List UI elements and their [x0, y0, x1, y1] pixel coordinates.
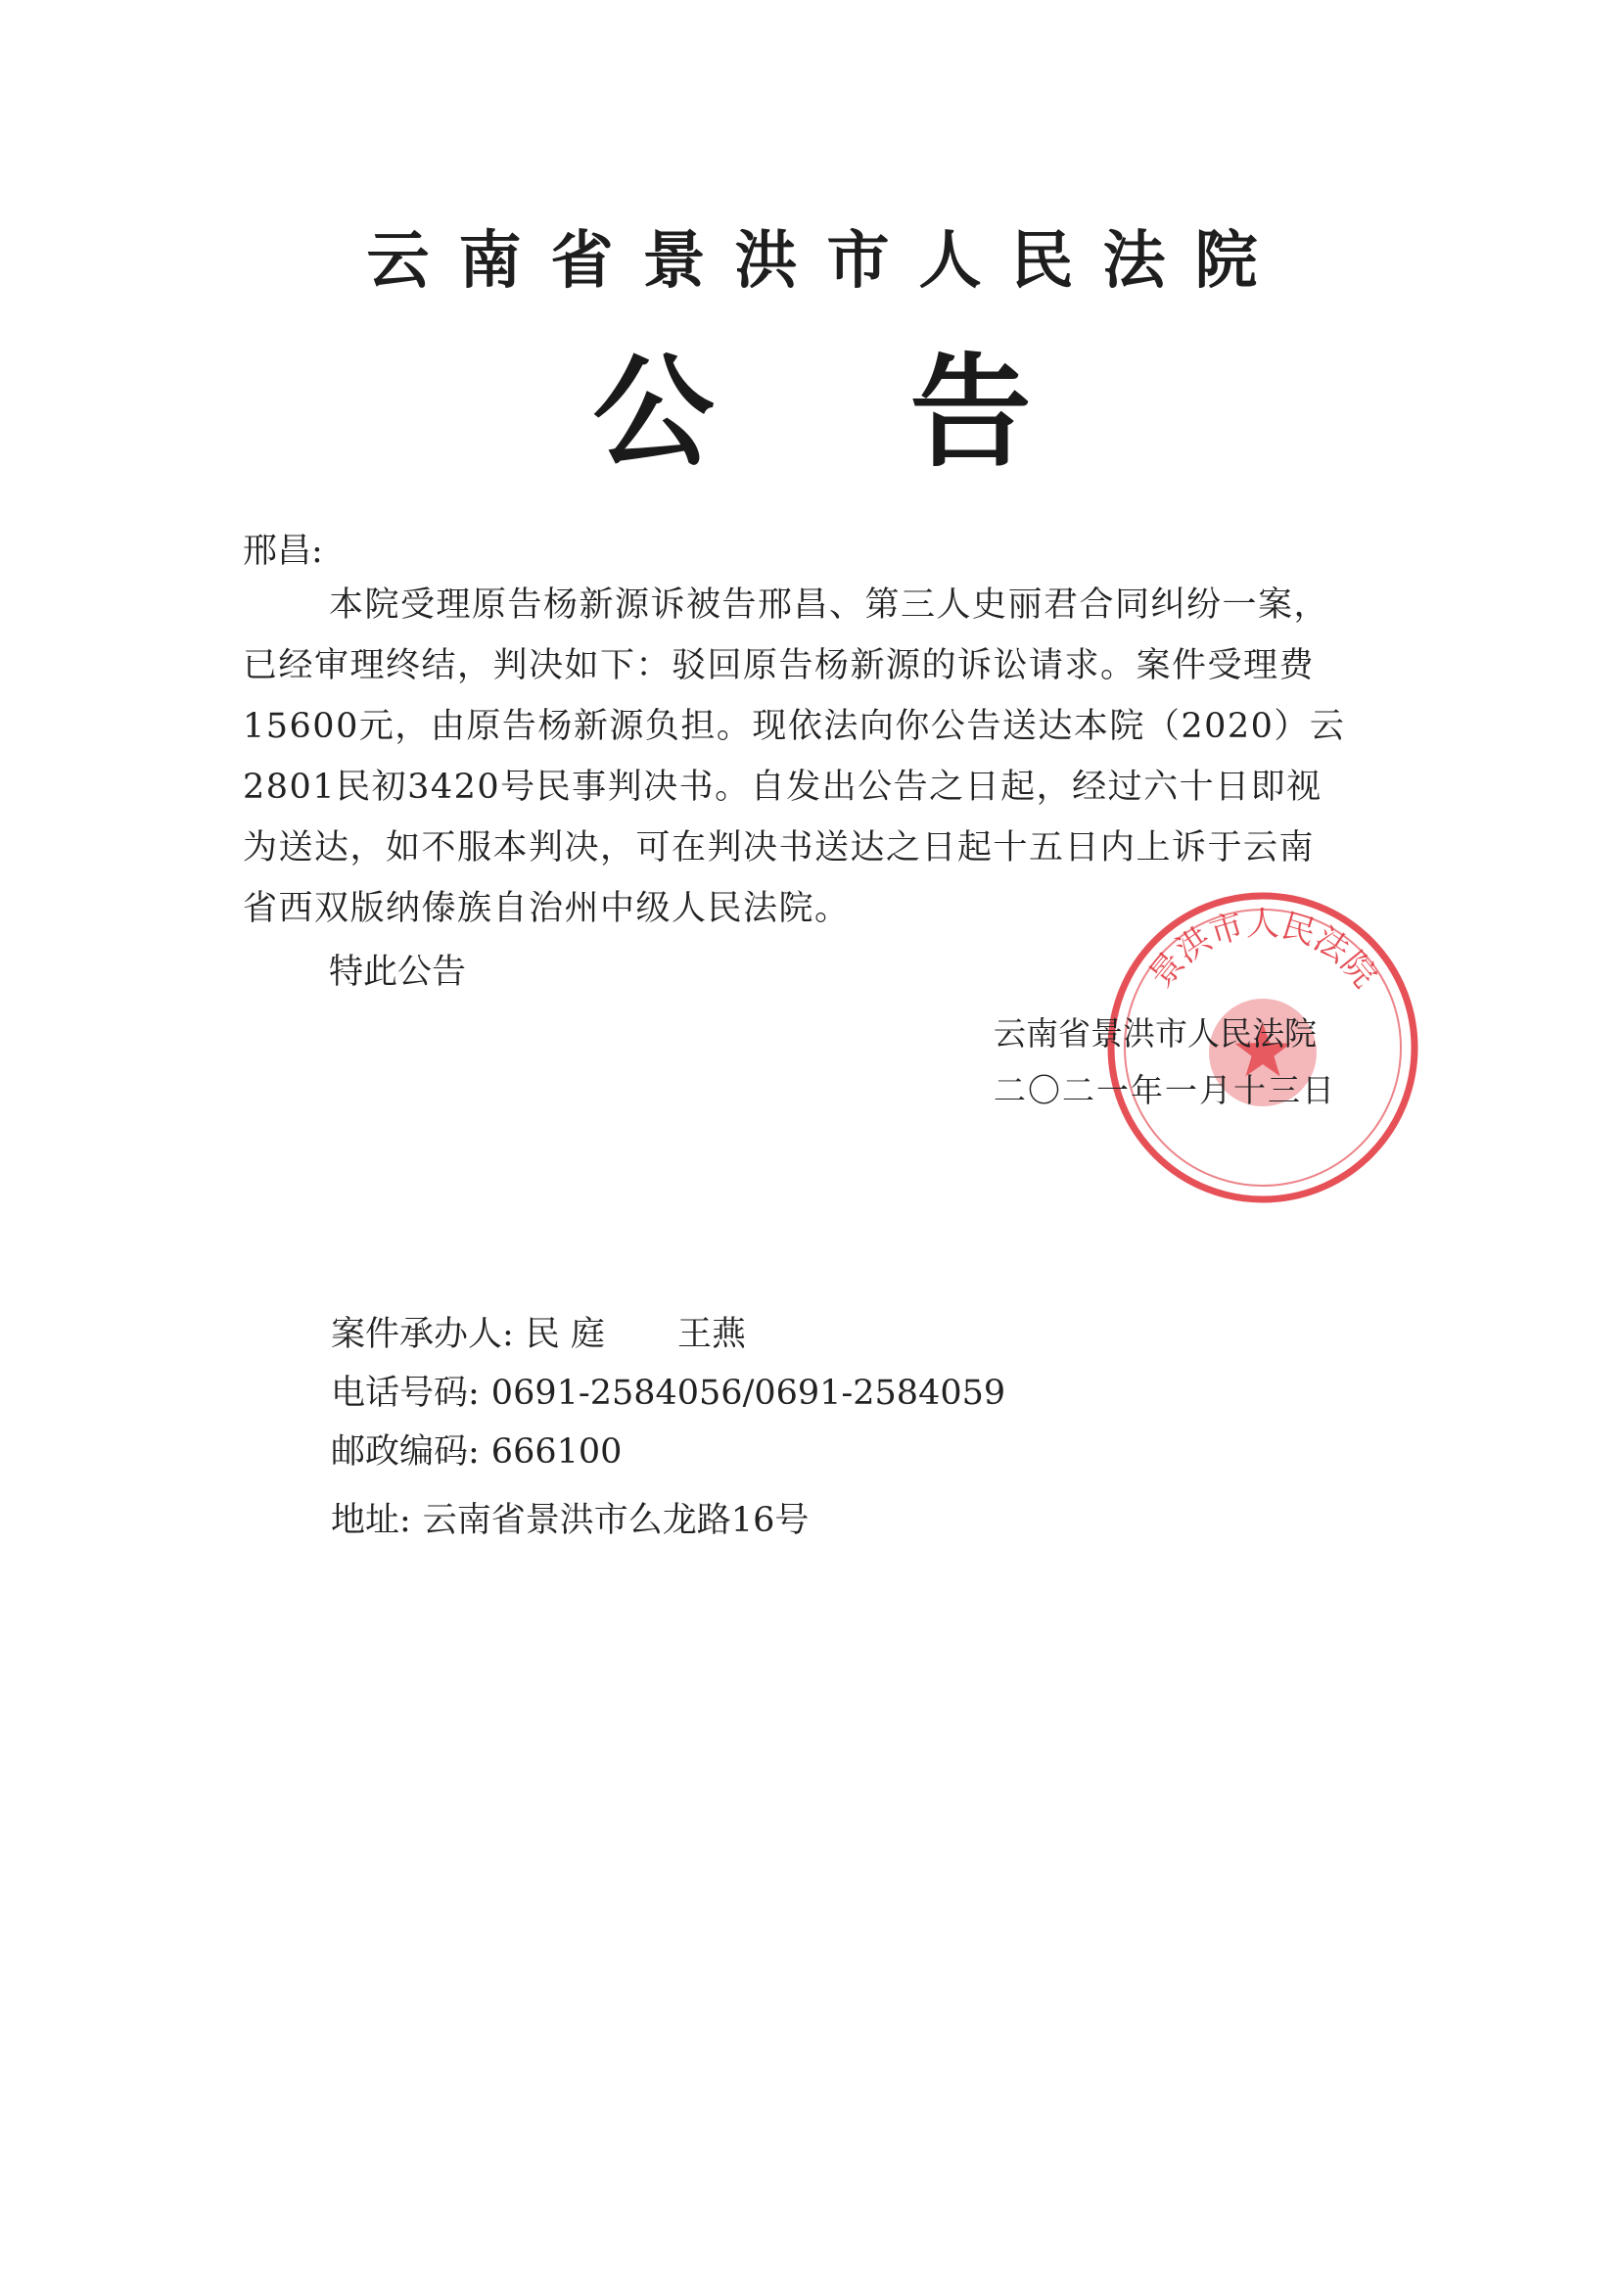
address-row	[331, 1493, 820, 1542]
phone-value: 0691-2584056/0691-2584059	[490, 1374, 1006, 1413]
signature-court: 云南省景洪市人民法院	[994, 1014, 1317, 1053]
handler-dept: 民 庭	[525, 1315, 605, 1354]
body-line: 已经审理终结，判决如下：驳回原告杨新源的诉讼请求。案件受理费	[243, 646, 1316, 685]
document-title: 公告	[592, 343, 1228, 484]
addressee: 邢昌:	[243, 532, 323, 571]
body-line: 省西双版纳傣族自治州中级人民法院。	[243, 889, 851, 928]
postcode-label: 邮政编码:	[331, 1432, 480, 1472]
address-value: 云南省景洪市么龙路16号	[422, 1501, 810, 1540]
body-line: 本院受理原告杨新源诉被告邢昌、第三人史丽君合同纠纷一案，	[329, 585, 1330, 625]
postcode-value: 666100	[490, 1432, 623, 1472]
phone-row	[331, 1366, 1017, 1415]
closing-text: 特此公告	[329, 953, 467, 992]
phone-label: 电话号码:	[331, 1374, 480, 1413]
address-label: 地址:	[331, 1501, 411, 1540]
handler-label: 案件承办人:	[331, 1315, 514, 1354]
handler-name: 王燕	[676, 1315, 746, 1354]
court-title: 云南省景洪市人民法院	[366, 225, 1287, 298]
postcode-row	[331, 1425, 633, 1474]
seal-text: 景洪市人民法院	[1140, 904, 1385, 996]
body-line: 15600元，由原告杨新源负担。现依法向你公告送达本院（2020）云	[243, 707, 1346, 746]
body-line: 为送达，如不服本判决，可在判决书送达之日起十五日内上诉于云南	[243, 828, 1316, 867]
body-line: 2801民初3420号民事判决书。自发出公告之日起，经过六十日即视	[243, 768, 1322, 807]
handler-row	[331, 1307, 758, 1356]
signature-date: 二〇二一年一月十三日	[994, 1071, 1336, 1109]
